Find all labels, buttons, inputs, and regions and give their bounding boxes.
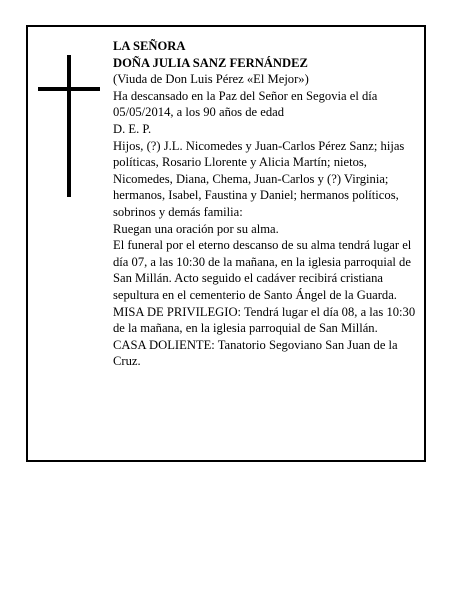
cross-vertical-bar <box>67 55 71 197</box>
death-info: Ha descansado en la Paz del Señor en Segovia el día 05/05/2014, a los 90 años de edad <box>113 88 378 120</box>
deceased-name: DOÑA JULIA SANZ FERNÁNDEZ <box>113 55 308 70</box>
obituary-text <box>113 38 419 370</box>
privilege-mass: MISA DE PRIVILEGIO: Tendrá lugar el día 08, a las 10:30 de la mañana, en la iglesia parroquial de San Millán. <box>113 304 416 336</box>
notice-heading: LA SEÑORA <box>113 39 186 53</box>
house-of-mourning: CASA DOLIENTE: Tanatorio Segoviano San Juan de la Cruz. <box>113 337 398 369</box>
funeral-details: El funeral por el eterno descanso de su alma tendrá lugar el día 07, a las 10:30 de la mañana, en la iglesia parroquial de San Millán. Acto seguido el cadáver recibirá cristiana sepultura en el cementerio de Santo Ángel de la Guarda. <box>113 238 412 302</box>
prayer-request: Ruegan una oración por su alma. <box>113 221 279 236</box>
widow-of-line: (Viuda de Don Luis Pérez «El Mejor») <box>113 72 309 87</box>
cross-horizontal-bar <box>38 87 100 91</box>
family-list: Hijos, (?) J.L. Nicomedes y Juan-Carlos Pérez Sanz; hijas políticas, Rosario Llorente y Alicia Martín; nietos, Nicomedes, Diana, Chema, Juan-Carlos y (?) Virginia; hermanos, Isabel, Faustina y Daniel; hermanos políticos, sobrinos y demás familia: <box>113 138 405 219</box>
rest-in-peace: D. E. P. <box>113 121 152 136</box>
